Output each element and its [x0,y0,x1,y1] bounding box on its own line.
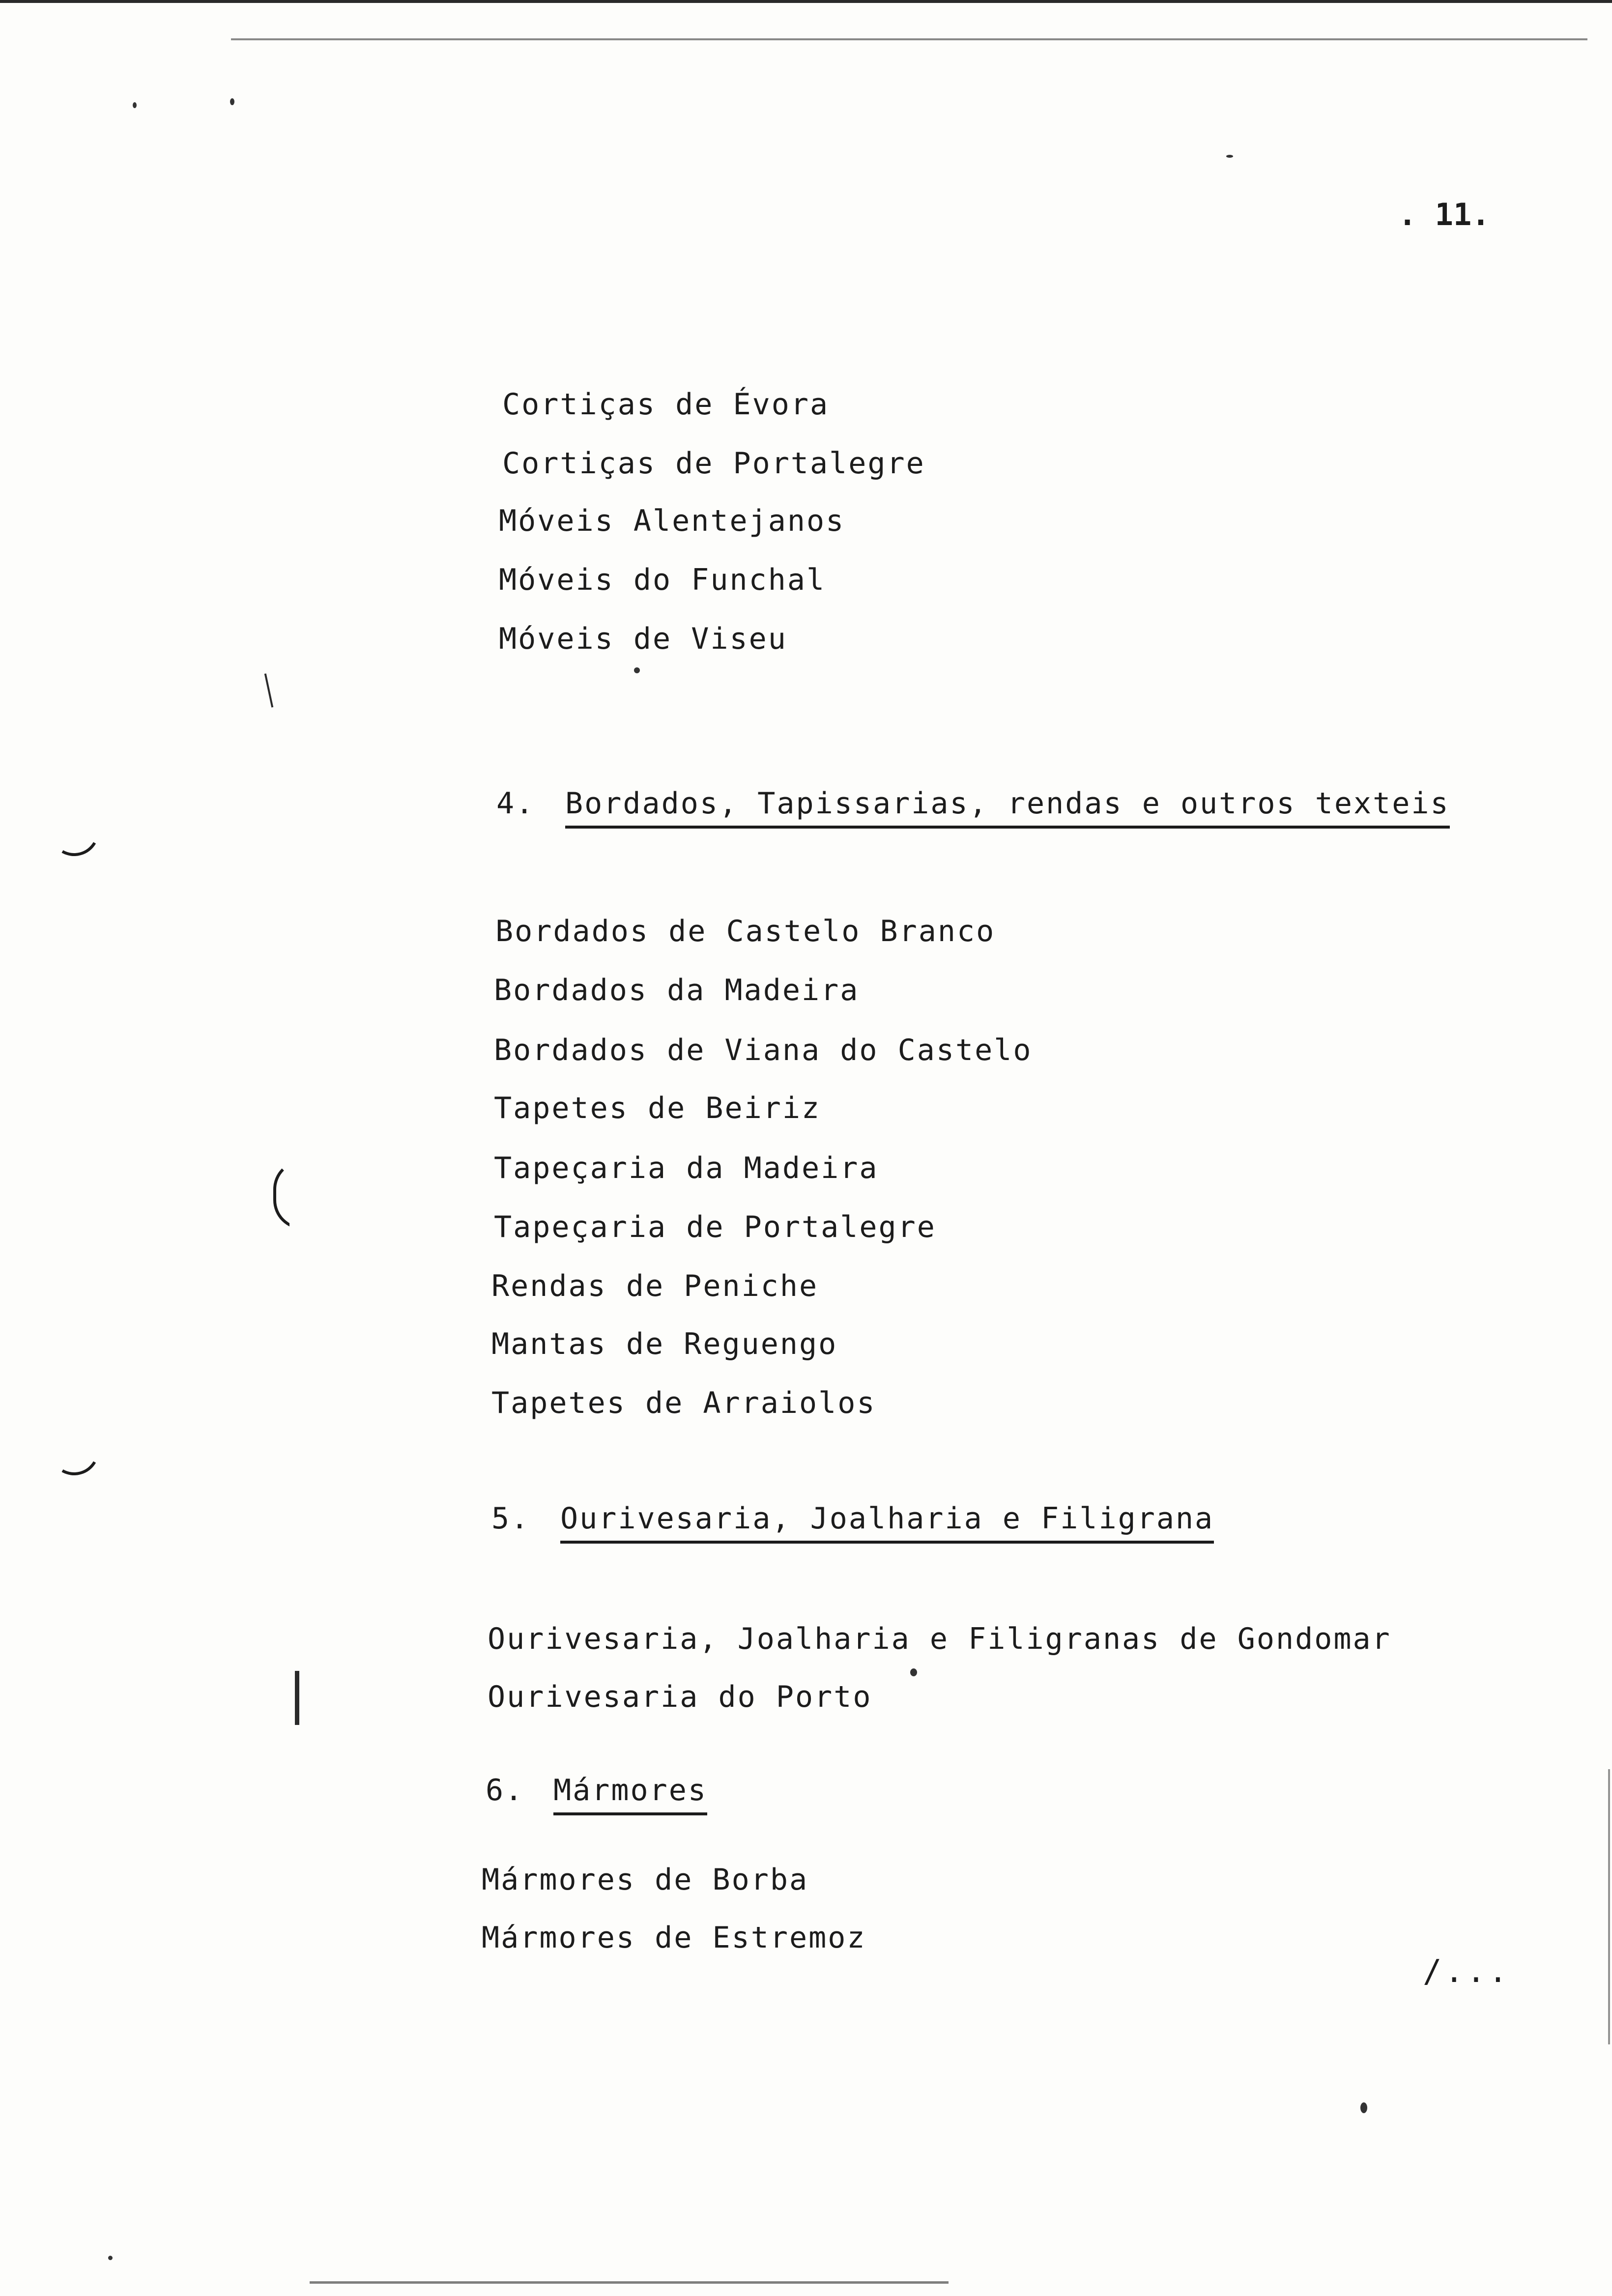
section-number: 4. [496,786,535,821]
top-scan-border [0,0,1612,3]
section-title: Mármores [553,1773,707,1815]
list-item: Ourivesaria do Porto [488,1680,872,1714]
list-item: Cortiças de Portalegre [502,446,925,481]
speck [1226,155,1233,158]
margin-bar-mark [295,1671,299,1725]
list-item: Bordados de Viana do Castelo [494,1033,1033,1067]
list-item: Ourivesaria, Joalharia e Filigranas de Gondomar [488,1622,1391,1656]
continuation-mark: /... [1423,1953,1511,1990]
section-title: Bordados, Tapissarias, rendas e outros texteis [565,786,1450,829]
margin-tick-mark [264,673,273,707]
list-item: Tapeçaria de Portalegre [494,1210,936,1244]
speck [108,2256,113,2260]
margin-curve-mark [44,1420,105,1481]
list-item: Mármores de Estremoz [482,1921,866,1955]
list-item: Mármores de Borba [482,1863,809,1897]
list-item: Rendas de Peniche [491,1269,819,1303]
list-item: Tapeçaria da Madeira [494,1151,879,1185]
section-heading-6 [486,1773,707,1815]
margin-paren-mark [273,1160,304,1230]
list-item: Tapetes de Beiriz [494,1091,821,1125]
section-heading-5 [491,1501,1214,1544]
margin-curve-mark [44,801,105,862]
speck [1360,2102,1367,2113]
speck [634,667,640,673]
section-number: 6. [486,1773,524,1808]
speck [910,1668,917,1676]
list-item: Mantas de Reguengo [491,1327,838,1361]
section-title: Ourivesaria, Joalharia e Filigrana [560,1501,1214,1544]
page-number: . 11. [1398,197,1490,232]
section-number: 5. [491,1501,530,1536]
bottom-scan-border [310,2281,949,2284]
list-item: Móveis do Funchal [499,563,826,597]
top-dashed-rule [231,38,1587,40]
speck [230,98,234,105]
list-item: Bordados de Castelo Branco [495,914,996,948]
speck [133,102,137,108]
right-edge-mark [1608,1769,1610,2044]
list-item: Móveis Alentejanos [499,504,845,538]
list-item: Tapetes de Arraiolos [491,1386,876,1420]
list-item: Cortiças de Évora [502,387,830,422]
list-item: Bordados da Madeira [494,973,860,1007]
section-heading-4 [496,786,1450,829]
list-item: Móveis de Viseu [499,622,787,656]
